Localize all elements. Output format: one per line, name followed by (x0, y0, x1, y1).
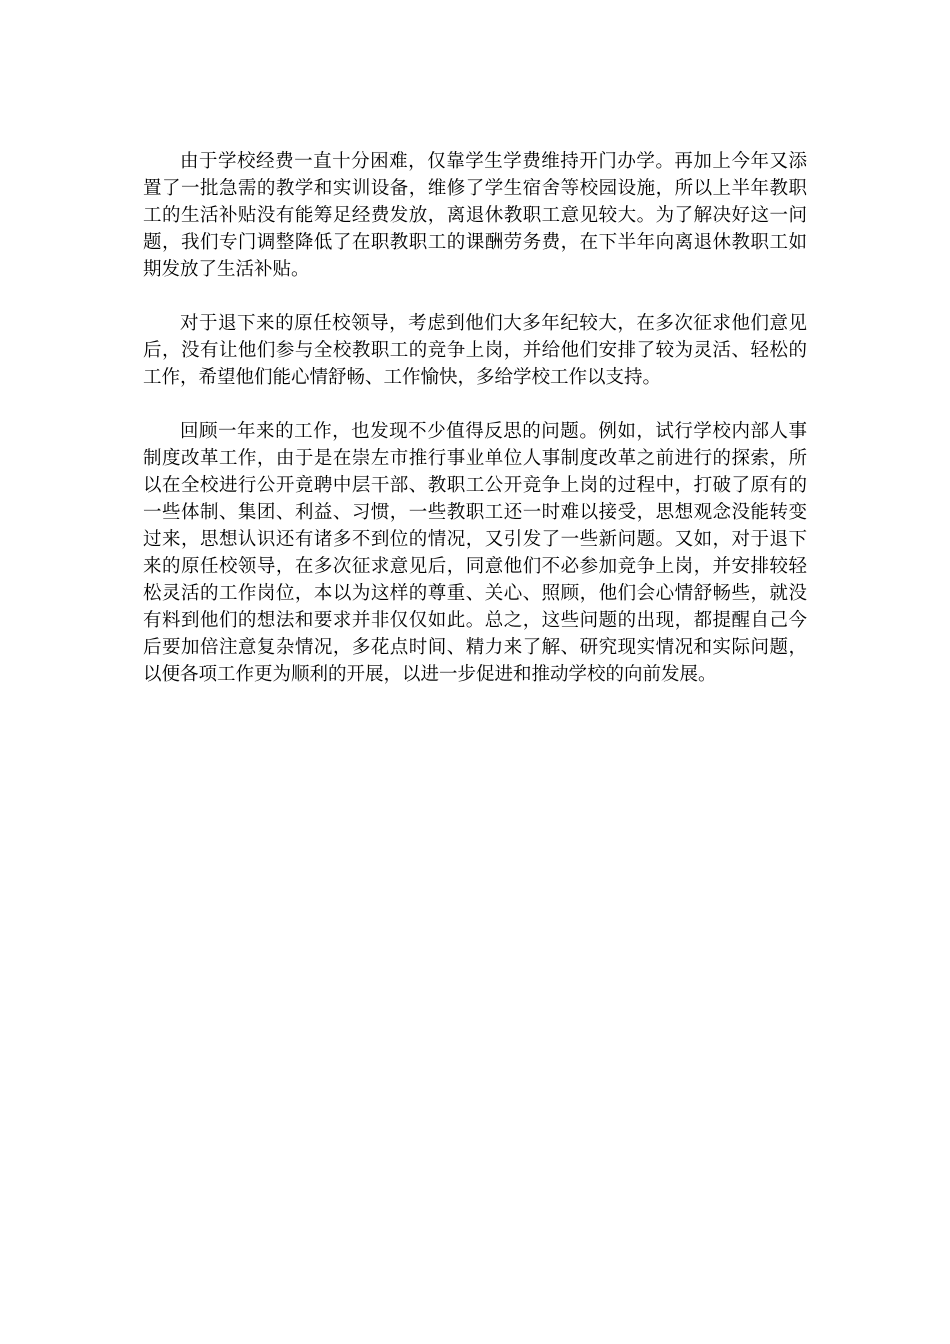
paragraph-2: 对于退下来的原任校领导，考虑到他们大多年纪较大，在多次征求他们意见后，没有让他们参与全校教职工的竞争上岗，并给他们安排了较为灵活、轻松的工作，希望他们能心情舒畅、工作愉快，多给学校工作以支持。 (143, 313, 807, 388)
paragraph-1: 由于学校经费一直十分困难，仅靠学生学费维持开门办学。再加上今年又添置了一批急需的教学和实训设备，维修了学生宿舍等校园设施，所以上半年教职工的生活补贴没有能筹足经费发放，离退休教职工意见较大。为了解决好这一问题，我们专门调整降低了在职教职工的课酬劳务费，在下半年向离退休教职工如期发放了生活补贴。 (143, 151, 807, 280)
paragraph-3: 回顾一年来的工作，也发现不少值得反思的问题。例如，试行学校内部人事制度改革工作，由于是在崇左市推行事业单位人事制度改革之前进行的探索，所以在全校进行公开竟聘中层干部、教职工公开竞争上岗的过程中，打破了原有的一些体制、集团、利益、习惯，一些教职工还一时难以接受，思想观念没能转变过来，思想认识还有诸多不到位的情况，又引发了一些新问题。又如，对于退下来的原任校领导，在多次征求意见后，同意他们不必参加竞争上岗，并安排较轻松灵活的工作岗位，本以为这样的尊重、关心、照顾，他们会心情舒畅些，就没有料到他们的想法和要求并非仅仅如此。总之，这些问题的出现，都提醒自己今后要加倍注意复杂情况，多花点时间、精力来了解、研究现实情况和实际问题，以便各项工作更为顺利的开展，以进一步促进和推动学校的向前发展。 (143, 421, 807, 685)
document-body (143, 148, 807, 715)
